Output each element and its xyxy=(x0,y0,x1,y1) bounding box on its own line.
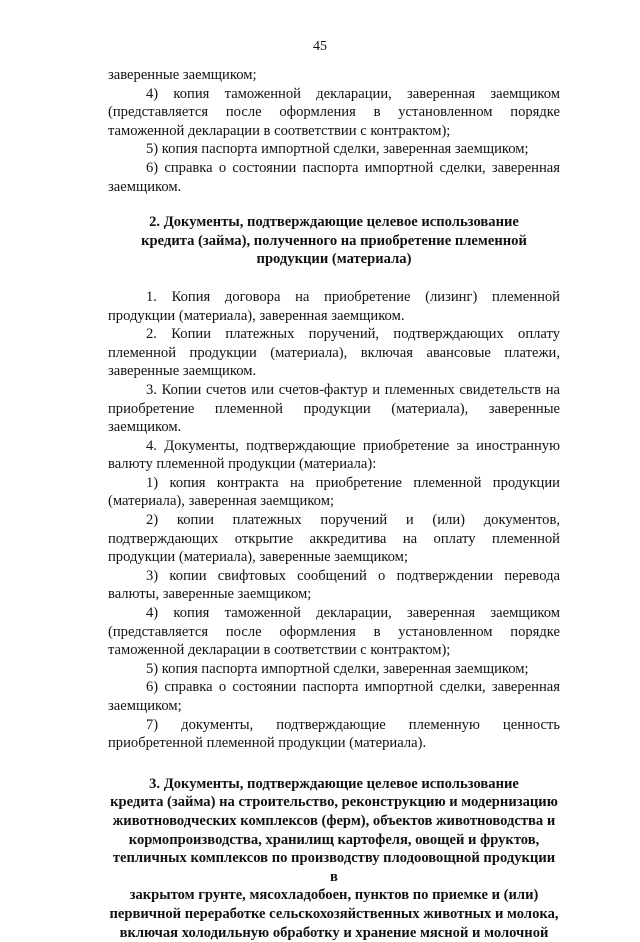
heading-line: тепличных комплексов по производству плодоовощной продукции в xyxy=(112,850,556,885)
paragraph: 3. Копии счетов или счетов-фактур и племенных свидетельств на приобретение племенной продукции (материала), заверенные заемщиком. xyxy=(108,381,560,436)
heading-line: первичной переработке сельскохозяйственных животных и молока, xyxy=(109,905,559,922)
heading-line: кредита (займа) на строительство, реконструкцию и модернизацию xyxy=(110,794,558,811)
paragraph: 4) копия таможенной декларации, заверенная заемщиком (представляется после оформления в установленном порядке таможенной декларации в соответствии с контрактом); xyxy=(108,85,560,139)
heading-line: 3. Документы, подтверждающие целевое использование xyxy=(149,775,519,792)
paragraph: 5) копия паспорта импортной сделки, заверенная заемщиком; xyxy=(146,141,529,158)
section-2-heading xyxy=(108,213,560,269)
paragraph: 3) копии свифтовых сообщений о подтверждении перевода валюты, заверенные заемщиком; xyxy=(108,567,560,603)
heading-line: продукции (материала) xyxy=(256,251,412,268)
page-content xyxy=(108,66,560,942)
paragraph: 4. Документы, подтверждающие приобретение за иностранную валюту племенной продукции (материала): xyxy=(108,437,560,473)
heading-line: включая холодильную обработку и хранение мясной и молочной xyxy=(119,924,549,941)
heading-line: кормопроизводства, хранилищ картофеля, овощей и фруктов, xyxy=(128,831,540,848)
paragraph: 6) справка о состоянии паспорта импортной сделки, заверенная заемщиком; xyxy=(108,679,560,714)
heading-line: кредита (займа), полученного на приобретение племенной xyxy=(141,232,527,249)
heading-line: закрытом грунте, мясохладобоен, пунктов по приемке и (или) xyxy=(129,887,539,904)
page-number: 45 xyxy=(313,39,327,54)
paragraph: 1) копия контракта на приобретение племенной продукции (материала), заверенная заемщиком; xyxy=(108,474,560,510)
paragraph: 7) документы, подтверждающие племенную ценность приобретенной племенной продукции (материала). xyxy=(108,716,560,752)
heading-line: животноводческих комплексов (ферм), объектов животноводства и xyxy=(112,812,556,829)
paragraph: 6) справка о состоянии паспорта импортной сделки, заверенная заемщиком. xyxy=(108,159,560,195)
paragraph: 5) копия паспорта импортной сделки, заверенная заемщиком; xyxy=(146,660,529,677)
paragraph: 4) копия таможенной декларации, заверенная заемщиком (представляется после оформления в установленном порядке таможенной декларации в соответствии с контрактом); xyxy=(108,605,560,659)
paragraph: 1. Копия договора на приобретение (лизинг) племенной продукции (материала), заверенная заемщиком. xyxy=(108,288,560,324)
paragraph: 2) копии платежных поручений и (или) документов, подтверждающих открытие аккредитива на оплату племенной продукции (материала), заверенные заемщиком; xyxy=(108,512,560,566)
paragraph: 2. Копии платежных поручений, подтверждающих оплату племенной продукции (материала), включая авансовые платежи, заверенные заемщиком. xyxy=(108,326,560,380)
heading-line: 2. Документы, подтверждающие целевое использование xyxy=(149,214,519,231)
section-3-heading xyxy=(108,775,560,942)
paragraph: заверенные заемщиком; xyxy=(108,67,257,83)
